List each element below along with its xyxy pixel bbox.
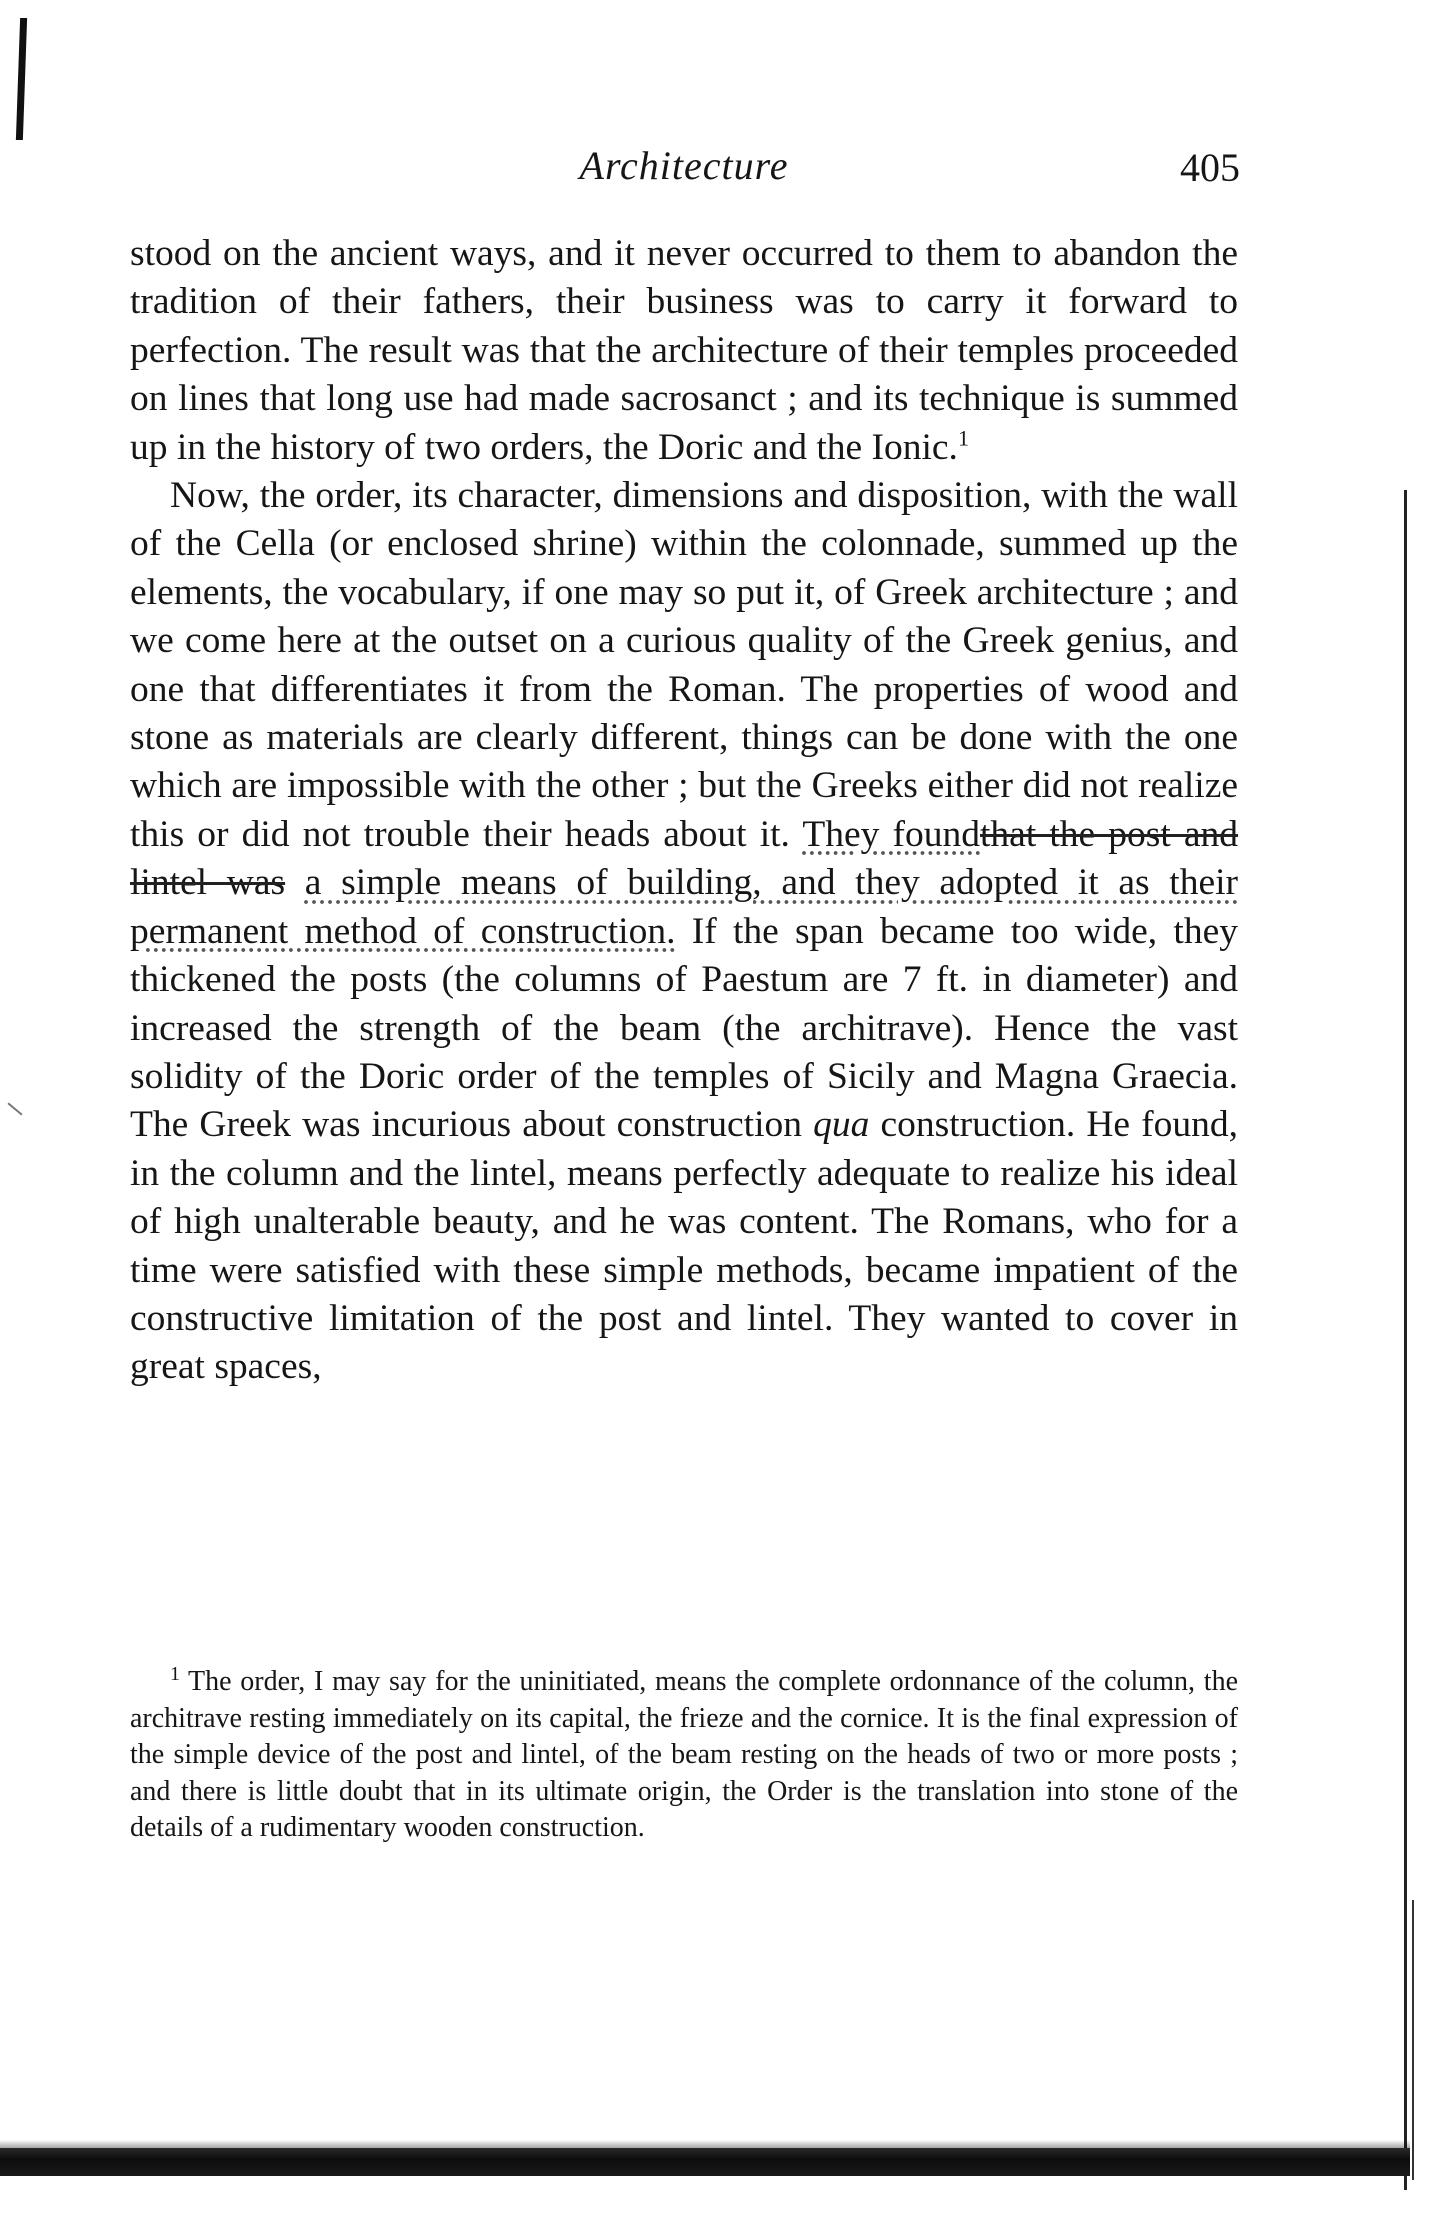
scan-rule-right: [1404, 490, 1407, 2190]
paragraph-2-text-d: If the span became too wide, they thickened the posts (the columns of Paestum are 7 ft. in diameter) and increased the strength of the beam (the architrave). Hence the vast solidity of the Doric order of the temples of Sicily and Magna Graecia. The Greek was incurious about construction: [130, 910, 1238, 1146]
underlined-passage: a simple means of building, and they adopted it as their permanent method of construction.: [130, 862, 1239, 952]
footnote-text: The order, I may say for the uninitiated, means the complete ordonnance of the column, the architrave resting immediately on its capital, the frieze and the cornice. It is the final expression of the simple device of the post and lintel, of the beam resting on the heads of two or more posts ; and there is little doubt that in its ultimate origin, the Order is the translation into stone of the details of a rudimentary wooden construction.: [130, 1666, 1238, 1843]
footnote-1: [130, 1664, 1238, 1847]
scan-shadow: [0, 2140, 1410, 2148]
scan-bottom-bar: [0, 2148, 1410, 2176]
scan-tick-left: [7, 1102, 22, 1115]
page-number: 405: [1180, 145, 1240, 190]
underlined-phrase: They found: [802, 813, 980, 855]
paragraph-2: [130, 472, 1238, 1392]
paragraph-2-text-e: construction. He found, in the column and the lintel, means perfectly adequate to realize his ideal of high unalterable beauty, and he was content. The Romans, who for a time were satisfied with these simple methods, became impatient of the constructive limitation of the post and lintel. They wanted to cover in great spaces,: [130, 1104, 1239, 1388]
paragraph-2-text-a: Now, the order, its character, dimensions and disposition, with the wall of the Cella (or enclosed shrine) within the colonnade, summed up the elements, the vocabulary, if one may so put it, of Greek architecture ; and we come here at the outset on a curious quality of the Greek genius, and one that differentiates it from the Roman. The properties of wood and stone as materials are clearly different, things can be done with the one which are impossible with the other ; but the Greeks either did not realize this or did not trouble their heads about it.: [130, 475, 1238, 855]
paragraph-1-text: stood on the ancient ways, and it never occurred to them to abandon the tradition of their fathers, their business was to carry it forward to perfection. The result was that the architecture of their temples proceeded on lines that long use had made sacrosanct ; and its technique is summed up in the history of two orders, the Doric and the Ionic.: [130, 233, 1238, 468]
struck-through-phrase: that the post and lintel was: [130, 813, 1239, 904]
footnotes: [130, 1664, 1238, 1847]
page-header: [130, 142, 1238, 202]
italic-term: qua: [813, 1104, 870, 1146]
paragraph-1: [130, 230, 1238, 472]
running-title: Architecture: [579, 143, 789, 188]
scan-rule-right-inner: [1412, 1900, 1414, 2180]
footnote-number: 1: [170, 1662, 180, 1685]
scan-mark-top: [16, 18, 27, 140]
body-text: [130, 230, 1238, 1392]
footnote-reference: 1: [957, 425, 969, 451]
